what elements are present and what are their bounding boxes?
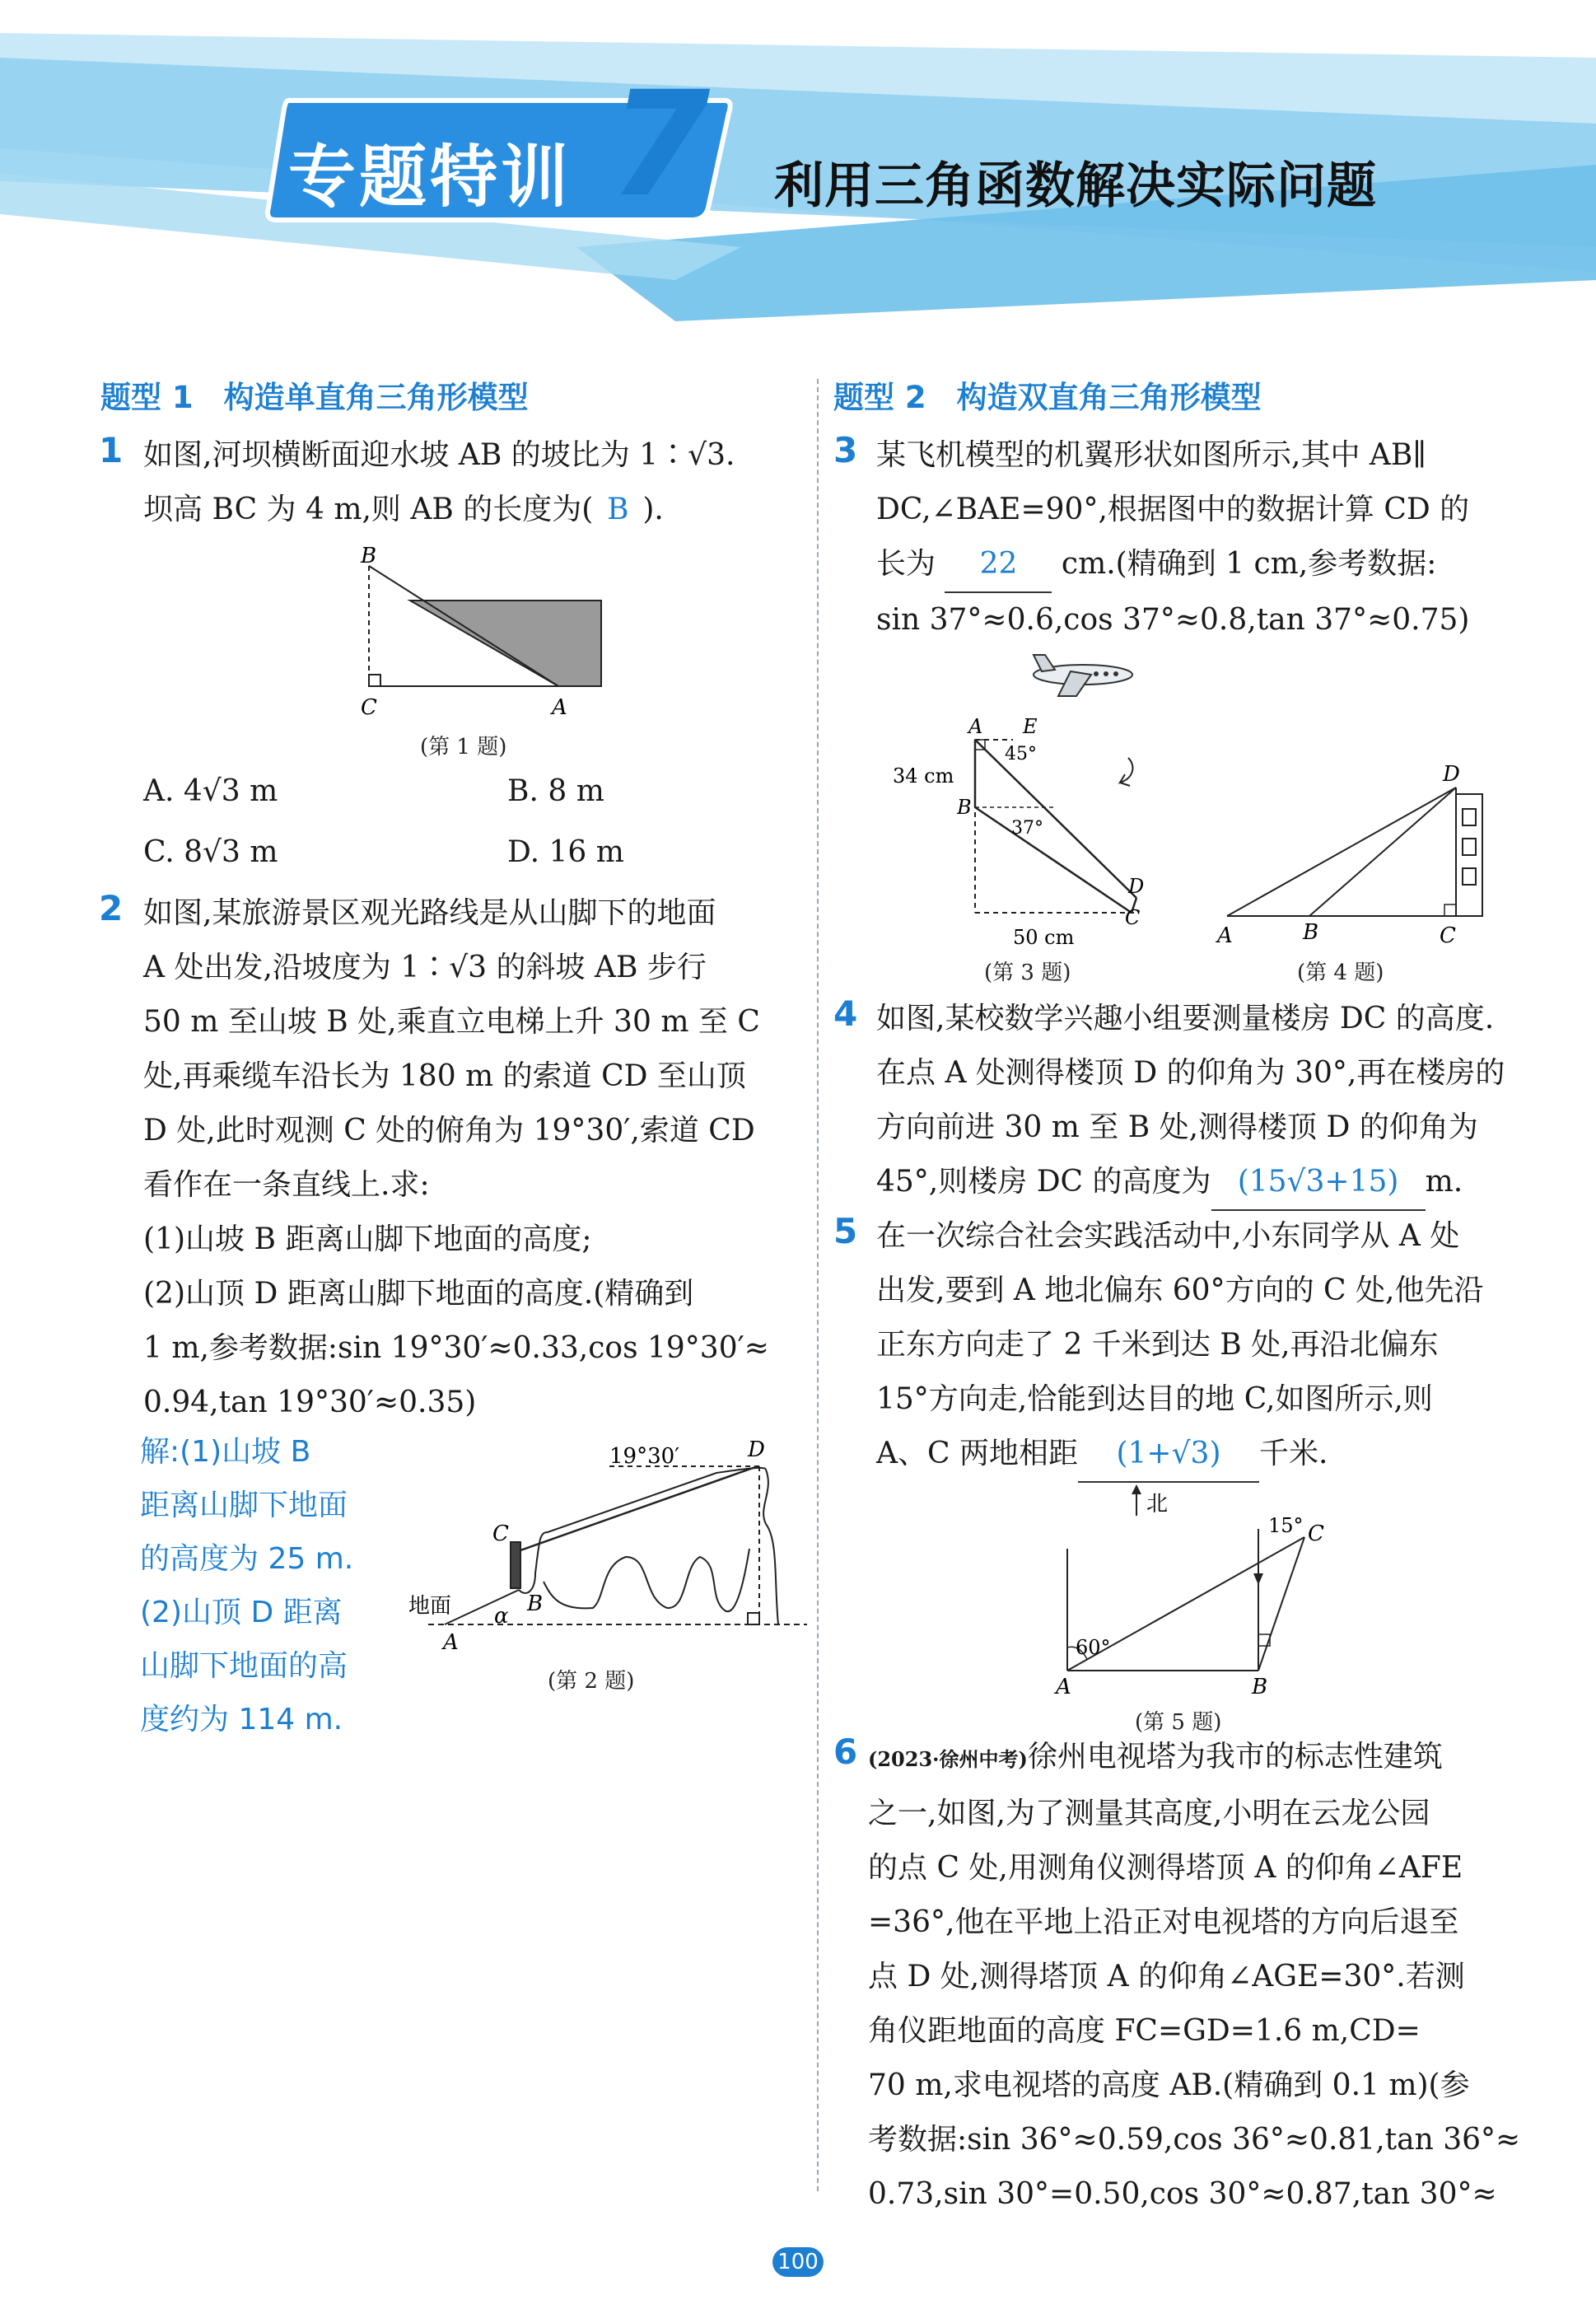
question-2-line: A 处出发,沿坡度为 1∶√3 的斜坡 AB 步行 — [143, 951, 707, 984]
figure-3-caption: (第 3 题) — [984, 961, 1071, 985]
figure-4 — [1211, 758, 1507, 956]
question-5-number: 5 — [833, 1211, 858, 1251]
figure-2 — [404, 1433, 815, 1656]
question-3-line: 长为 22 cm.(精确到 1 cm,参考数据: — [876, 537, 1560, 593]
fig2-label-C: C — [492, 1521, 509, 1546]
fig4-label-B: B — [1303, 920, 1319, 945]
fig3-label-C: C — [1125, 906, 1141, 929]
figure-5 — [1046, 1483, 1359, 1697]
question-6-line: (2023·徐州中考)徐州电视塔为我市的标志性建筑 — [868, 1740, 1443, 1774]
figure-2-caption: (第 2 题) — [548, 1669, 635, 1694]
figure-5-caption: (第 5 题) — [1135, 1710, 1222, 1735]
question-2-line: 0.94,tan 19°30′≈0.35) — [143, 1386, 477, 1419]
fig5-label-C: C — [1308, 1521, 1324, 1546]
figure-1-caption: (第 1 题) — [420, 735, 507, 760]
question-4-line: 如图,某校数学兴趣小组要测量楼房 DC 的高度. — [876, 1002, 1495, 1035]
question-5-line: 15°方向走,恰能到达目的地 C,如图所示,则 — [876, 1382, 1433, 1416]
question-3-number: 3 — [833, 430, 858, 470]
fig5-label-B: B — [1252, 1675, 1268, 1697]
question-2-line: 看作在一条直线上.求: — [143, 1168, 430, 1202]
question-6-source: (2023·徐州中考) — [868, 1747, 1028, 1771]
question-5-answer: (1+√3) — [1078, 1427, 1259, 1483]
question-2-solution — [140, 1425, 387, 1746]
question-6-line: 的点 C 处,用测角仪测得塔顶 A 的仰角∠AFE — [868, 1851, 1463, 1885]
title-number: 7 — [609, 60, 711, 229]
question-2-text — [143, 886, 810, 1430]
fig5-angle-15: 15° — [1268, 1514, 1304, 1537]
question-2-line: D 处,此时观测 C 处的俯角为 19°30′,索道 CD — [143, 1114, 755, 1147]
fig3-angle-37: 37° — [1011, 818, 1043, 839]
fig1-label-B: B — [361, 544, 377, 568]
title-badge-text: 专题特训 — [288, 138, 572, 217]
question-1-line: 坝高 BC 为 4 m,则 AB 的长度为( B ). — [143, 483, 802, 537]
figure-4-caption: (第 4 题) — [1297, 961, 1384, 985]
section-type-1: 题型 1 构造单直角三角形模型 — [100, 380, 529, 415]
question-6-line: 之一,如图,为了测量其高度,小明在云龙公园 — [868, 1797, 1430, 1830]
question-6-line: 0.73,sin 30°=0.50,cos 30°≈0.87,tan 30°≈ — [868, 2177, 1497, 2211]
page-title: 利用三角函数解决实际问题 — [774, 157, 1377, 215]
question-6-line: 考数据:sin 36°≈0.59,cos 36°≈0.81,tan 36°≈ — [868, 2123, 1521, 2157]
question-3-text — [876, 428, 1560, 647]
solution-line: (2)山顶 D 距离 — [140, 1596, 343, 1629]
question-5-line: 出发,要到 A 地北偏东 60°方向的 C 处,他先沿 — [876, 1274, 1484, 1307]
question-2-line: 50 m 至山坡 B 处,乘直立电梯上升 30 m 至 C — [143, 1005, 760, 1039]
question-4-line: 在点 A 处测得楼顶 D 的仰角为 30°,再在楼房的 — [876, 1056, 1505, 1090]
question-4-answer: (15√3+15) — [1211, 1155, 1426, 1211]
question-3-line: sin 37°≈0.6,cos 37°≈0.8,tan 37°≈0.75) — [876, 603, 1470, 637]
section-type-2: 题型 2 构造双直角三角形模型 — [833, 380, 1262, 415]
question-1-answer: B — [607, 493, 629, 526]
solution-line: 距离山脚下地面 — [140, 1489, 348, 1522]
fig2-label-B: B — [527, 1592, 544, 1616]
question-6-line: 点 D 处,测得塔顶 A 的仰角∠AGE=30°.若测 — [868, 1960, 1465, 1993]
fig4-label-C: C — [1440, 923, 1456, 948]
fig4-label-A: A — [1217, 923, 1233, 948]
question-4-line: 方向前进 30 m 至 B 处,测得楼顶 D 的仰角为 — [876, 1110, 1478, 1144]
question-6-text — [868, 1730, 1568, 2222]
question-6-line: =36°,他在平地上沿正对电视塔的方向后退至 — [868, 1905, 1459, 1939]
fig2-ground-label: 地面 — [408, 1594, 452, 1619]
question-2-line: 如图,某旅游景区观光路线是从山脚下的地面 — [143, 896, 716, 930]
fig5-label-A: A — [1056, 1675, 1071, 1697]
fig4-label-D: D — [1443, 762, 1460, 787]
question-4-number: 4 — [833, 993, 858, 1034]
question-4-text — [876, 992, 1568, 1211]
fig2-label-D: D — [748, 1437, 765, 1462]
fig3-label-D: D — [1128, 875, 1145, 898]
fig3-label-B: B — [957, 796, 972, 819]
question-1-number: 1 — [99, 430, 124, 470]
fig3-angle-45: 45° — [1005, 744, 1037, 764]
fig5-angle-60: 60° — [1076, 1636, 1111, 1659]
question-2-number: 2 — [99, 888, 124, 928]
question-5-text — [876, 1209, 1568, 1483]
option-b: B. 8 m — [507, 774, 604, 808]
question-6-line: 70 m,求电视塔的高度 AB.(精确到 0.1 m)(参 — [868, 2068, 1470, 2102]
solution-line: 的高度为 25 m. — [140, 1542, 354, 1576]
page-number: 100 — [772, 2247, 824, 2277]
fig2-label-A: A — [443, 1630, 459, 1655]
north-label: 北 — [1146, 1492, 1169, 1517]
question-5-line: 在一次综合社会实践活动中,小东同学从 A 处 — [876, 1219, 1460, 1253]
question-4-line: 45°,则楼房 DC 的高度为 (15√3+15) m. — [876, 1155, 1568, 1211]
fig1-label-C: C — [361, 695, 377, 720]
option-d: D. 16 m — [507, 835, 624, 869]
fig3-length-50: 50 cm — [1013, 926, 1075, 949]
fig3-label-E: E — [1023, 717, 1038, 738]
fig2-angle-label: 19°30′ — [609, 1444, 680, 1469]
option-a: A. 4√3 m — [143, 774, 278, 808]
question-2-line: 1 m,参考数据:sin 19°30′≈0.33,cos 19°30′≈ — [143, 1331, 769, 1365]
column-divider — [817, 379, 819, 2191]
solution-line: 山脚下地面的高 — [140, 1649, 348, 1683]
question-2-line: (1)山坡 B 距离山脚下地面的高度; — [143, 1222, 592, 1256]
fig3-length-34: 34 cm — [893, 764, 954, 788]
question-1-text — [143, 428, 802, 537]
question-6-number: 6 — [833, 1732, 858, 1772]
fig2-label-alpha: α — [494, 1604, 509, 1629]
question-1-line: 如图,河坝横断面迎水坡 AB 的坡比为 1∶√3. — [143, 438, 735, 472]
airplane-icon — [1025, 647, 1141, 704]
option-c: C. 8√3 m — [143, 835, 278, 869]
question-3-line: 某飞机模型的机翼形状如图所示,其中 AB∥ — [876, 438, 1426, 472]
solution-line: 度约为 114 m. — [140, 1703, 343, 1736]
question-2-line: 处,再乘缆车沿长为 180 m 的索道 CD 至山顶 — [143, 1059, 746, 1093]
question-2-line: (2)山顶 D 距离山脚下地面的高度.(精确到 — [143, 1277, 694, 1311]
question-3-line: DC,∠BAE=90°,根据图中的数据计算 CD 的 — [876, 493, 1470, 526]
fig1-label-A: A — [552, 695, 567, 720]
question-3-answer: 22 — [945, 537, 1052, 593]
question-5-line: 正东方向走了 2 千米到达 B 处,再沿北偏东 — [876, 1328, 1439, 1362]
solution-line: 解:(1)山坡 B — [140, 1435, 311, 1469]
question-5-line: A、C 两地相距 (1+√3) 千米. — [876, 1427, 1568, 1483]
figure-3 — [889, 717, 1169, 964]
question-6-line: 角仪距地面的高度 FC=GD=1.6 m,CD= — [868, 2014, 1421, 2048]
figure-1 — [346, 540, 618, 725]
fig3-label-A: A — [968, 717, 983, 738]
